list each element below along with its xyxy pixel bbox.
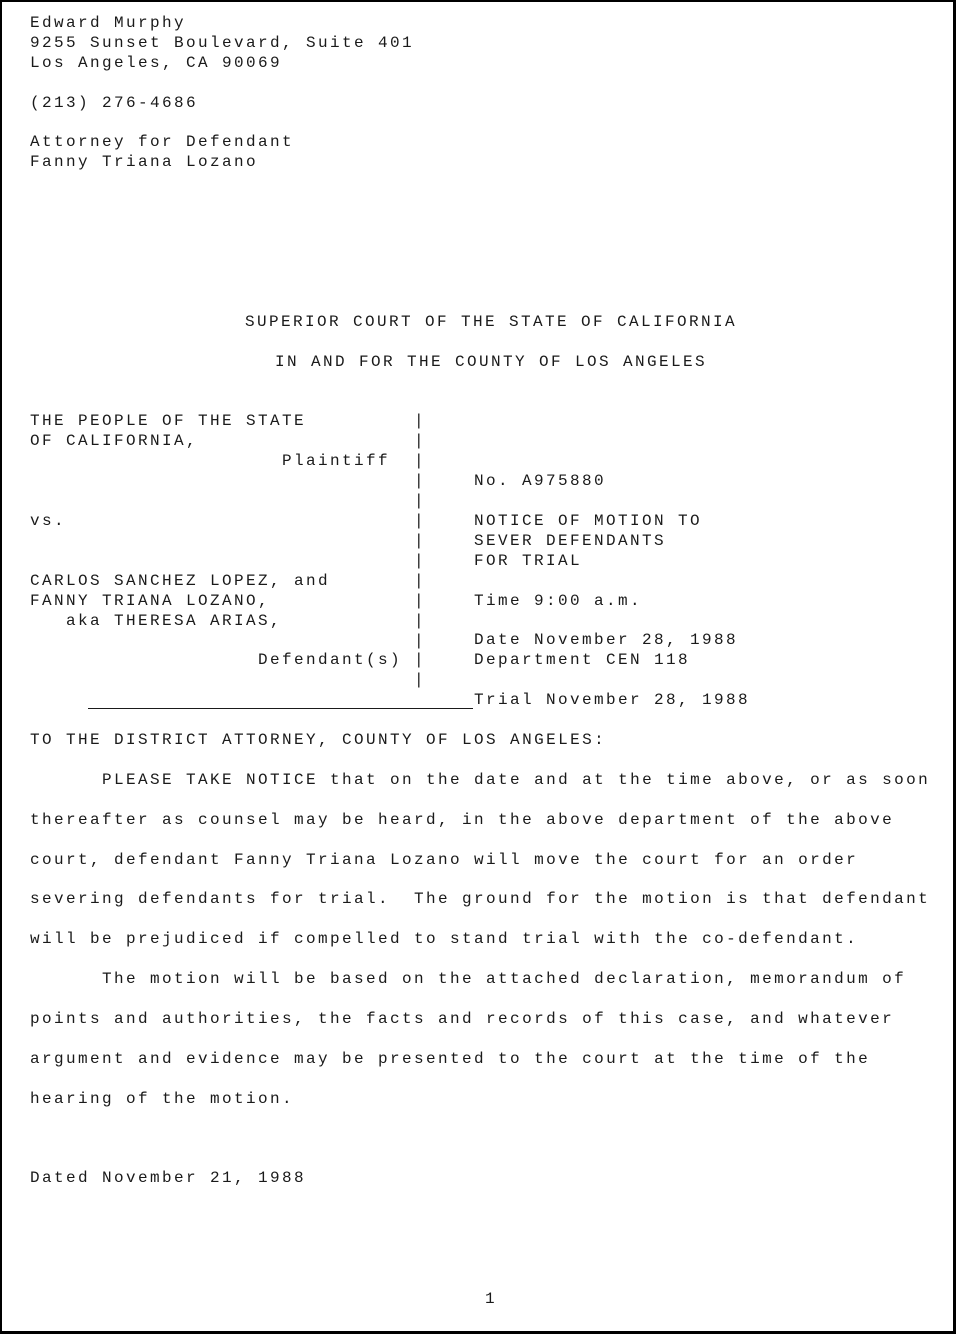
case-number: No. A975880 [474,472,607,490]
document-title-line2: SEVER DEFENDANTS [474,532,667,550]
document-title-line3: FOR TRIAL [474,552,583,570]
plaintiff-label: Plaintiff [30,452,391,470]
divider-bar: | [414,412,427,430]
dated-line: Dated November 21, 1988 [30,1169,307,1187]
divider-bar: | [414,612,427,630]
body-line: thereafter as counsel may be heard, in the above department of the above [30,811,895,829]
body-line: points and authorities, the facts and records of this case, and whatever [30,1010,895,1028]
divider-bar: | [414,572,427,590]
divider-bar: | [414,472,427,490]
divider-bar: | [414,592,427,610]
caption-left-line: THE PEOPLE OF THE STATE [30,412,307,430]
attorney-name: Edward Murphy [30,14,187,32]
hearing-date: Date November 28, 1988 [474,631,739,649]
attorney-role-line2: Fanny Triana Lozano [30,153,259,171]
department: Department CEN 118 [474,651,691,669]
body-line: severing defendants for trial. The ground for the motion is that defendant [30,890,931,908]
hearing-time: Time 9:00 a.m. [474,592,643,610]
defendants-label: Defendant(s) [30,651,403,669]
divider-bar: | [414,552,427,570]
divider-bar: | [414,651,427,669]
defendant-alias: aka THERESA ARIAS, [30,612,283,630]
attorney-address-line1: 9255 Sunset Boulevard, Suite 401 [30,34,415,52]
divider-bar: | [414,632,427,650]
divider-bar: | [414,492,427,510]
court-heading-line1: SUPERIOR COURT OF THE STATE OF CALIFORNIA [245,313,738,331]
defendant-name-1: CARLOS SANCHEZ LOPEZ, and [30,572,331,590]
attorney-address-line2: Los Angeles, CA 90069 [30,54,283,72]
divider-bar: | [414,452,427,470]
body-line: hearing of the motion. [30,1090,295,1108]
trial-date: Trial November 28, 1988 [474,691,751,709]
divider-bar: | [414,432,427,450]
page-number: 1 [485,1290,498,1308]
attorney-phone: (213) 276-4686 [30,94,199,112]
divider-bar: | [414,671,427,689]
body-line: PLEASE TAKE NOTICE that on the date and at the time above, or as soon [30,771,931,789]
document-title-line1: NOTICE OF MOTION TO [474,512,703,530]
caption-underline [30,670,473,690]
divider-bar: | [414,532,427,550]
attorney-role-line1: Attorney for Defendant [30,133,295,151]
court-heading-line2: IN AND FOR THE COUNTY OF LOS ANGELES [275,353,708,371]
addressee: TO THE DISTRICT ATTORNEY, COUNTY OF LOS ANGELES: [30,731,607,749]
caption-left-line: OF CALIFORNIA, [30,432,199,450]
body-line: court, defendant Fanny Triana Lozano will move the court for an order [30,851,859,869]
body-line: will be prejudiced if compelled to stand trial with the co-defendant. [30,930,859,948]
defendant-name-2: FANNY TRIANA LOZANO, [30,592,271,610]
divider-bar: | [414,512,427,530]
body-line: The motion will be based on the attached declaration, memorandum of [30,970,907,988]
versus-label: vs. [30,512,67,530]
body-line: argument and evidence may be presented to the court at the time of the [30,1050,871,1068]
